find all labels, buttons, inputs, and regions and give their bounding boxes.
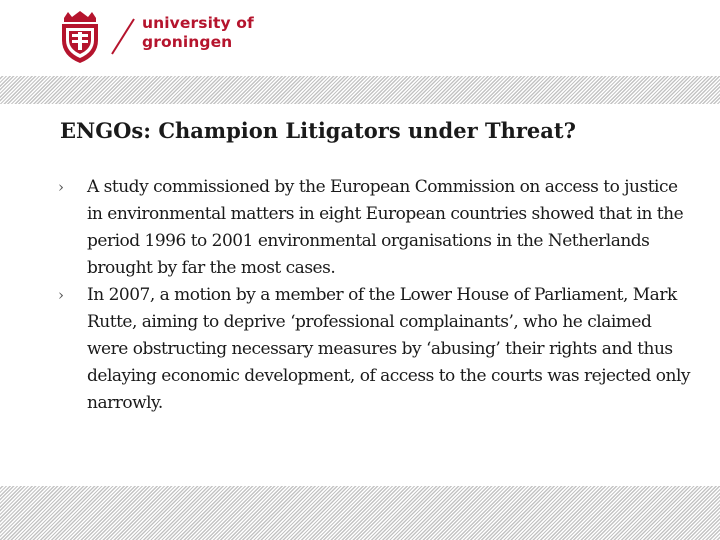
wordmark-line-1: university of xyxy=(142,14,254,32)
wordmark-line-2: groningen xyxy=(142,33,233,51)
bullet-marker: › xyxy=(58,178,64,196)
bullet-text: In 2007, a motion by a member of the Lower House of Parliament, Mark Rutte, aiming to deprive ‘professional complainants’, who he claimed were obstructing necessary measures by ‘abusing’ their rights and thus delaying economic development, of access to the courts was rejected only narrowly. xyxy=(87,285,690,413)
header-bar xyxy=(0,0,720,76)
bullet-item xyxy=(58,174,692,282)
slash-divider xyxy=(108,16,138,56)
bullet-list xyxy=(58,174,692,417)
university-crest-icon xyxy=(58,10,102,64)
slide-title: ENGOs: Champion Litigators under Threat? xyxy=(60,118,576,143)
bullet-marker: › xyxy=(58,286,64,304)
bullet-text: A study commissioned by the European Commission on access to justice in environmental matters in eight European countries showed that in the period 1996 to 2001 environmental organisations in the Netherlands brought by far the most cases. xyxy=(87,177,684,278)
hatched-band-top xyxy=(0,76,720,104)
university-wordmark xyxy=(142,14,254,52)
hatched-band-bottom xyxy=(0,486,720,540)
bullet-item xyxy=(58,282,692,417)
